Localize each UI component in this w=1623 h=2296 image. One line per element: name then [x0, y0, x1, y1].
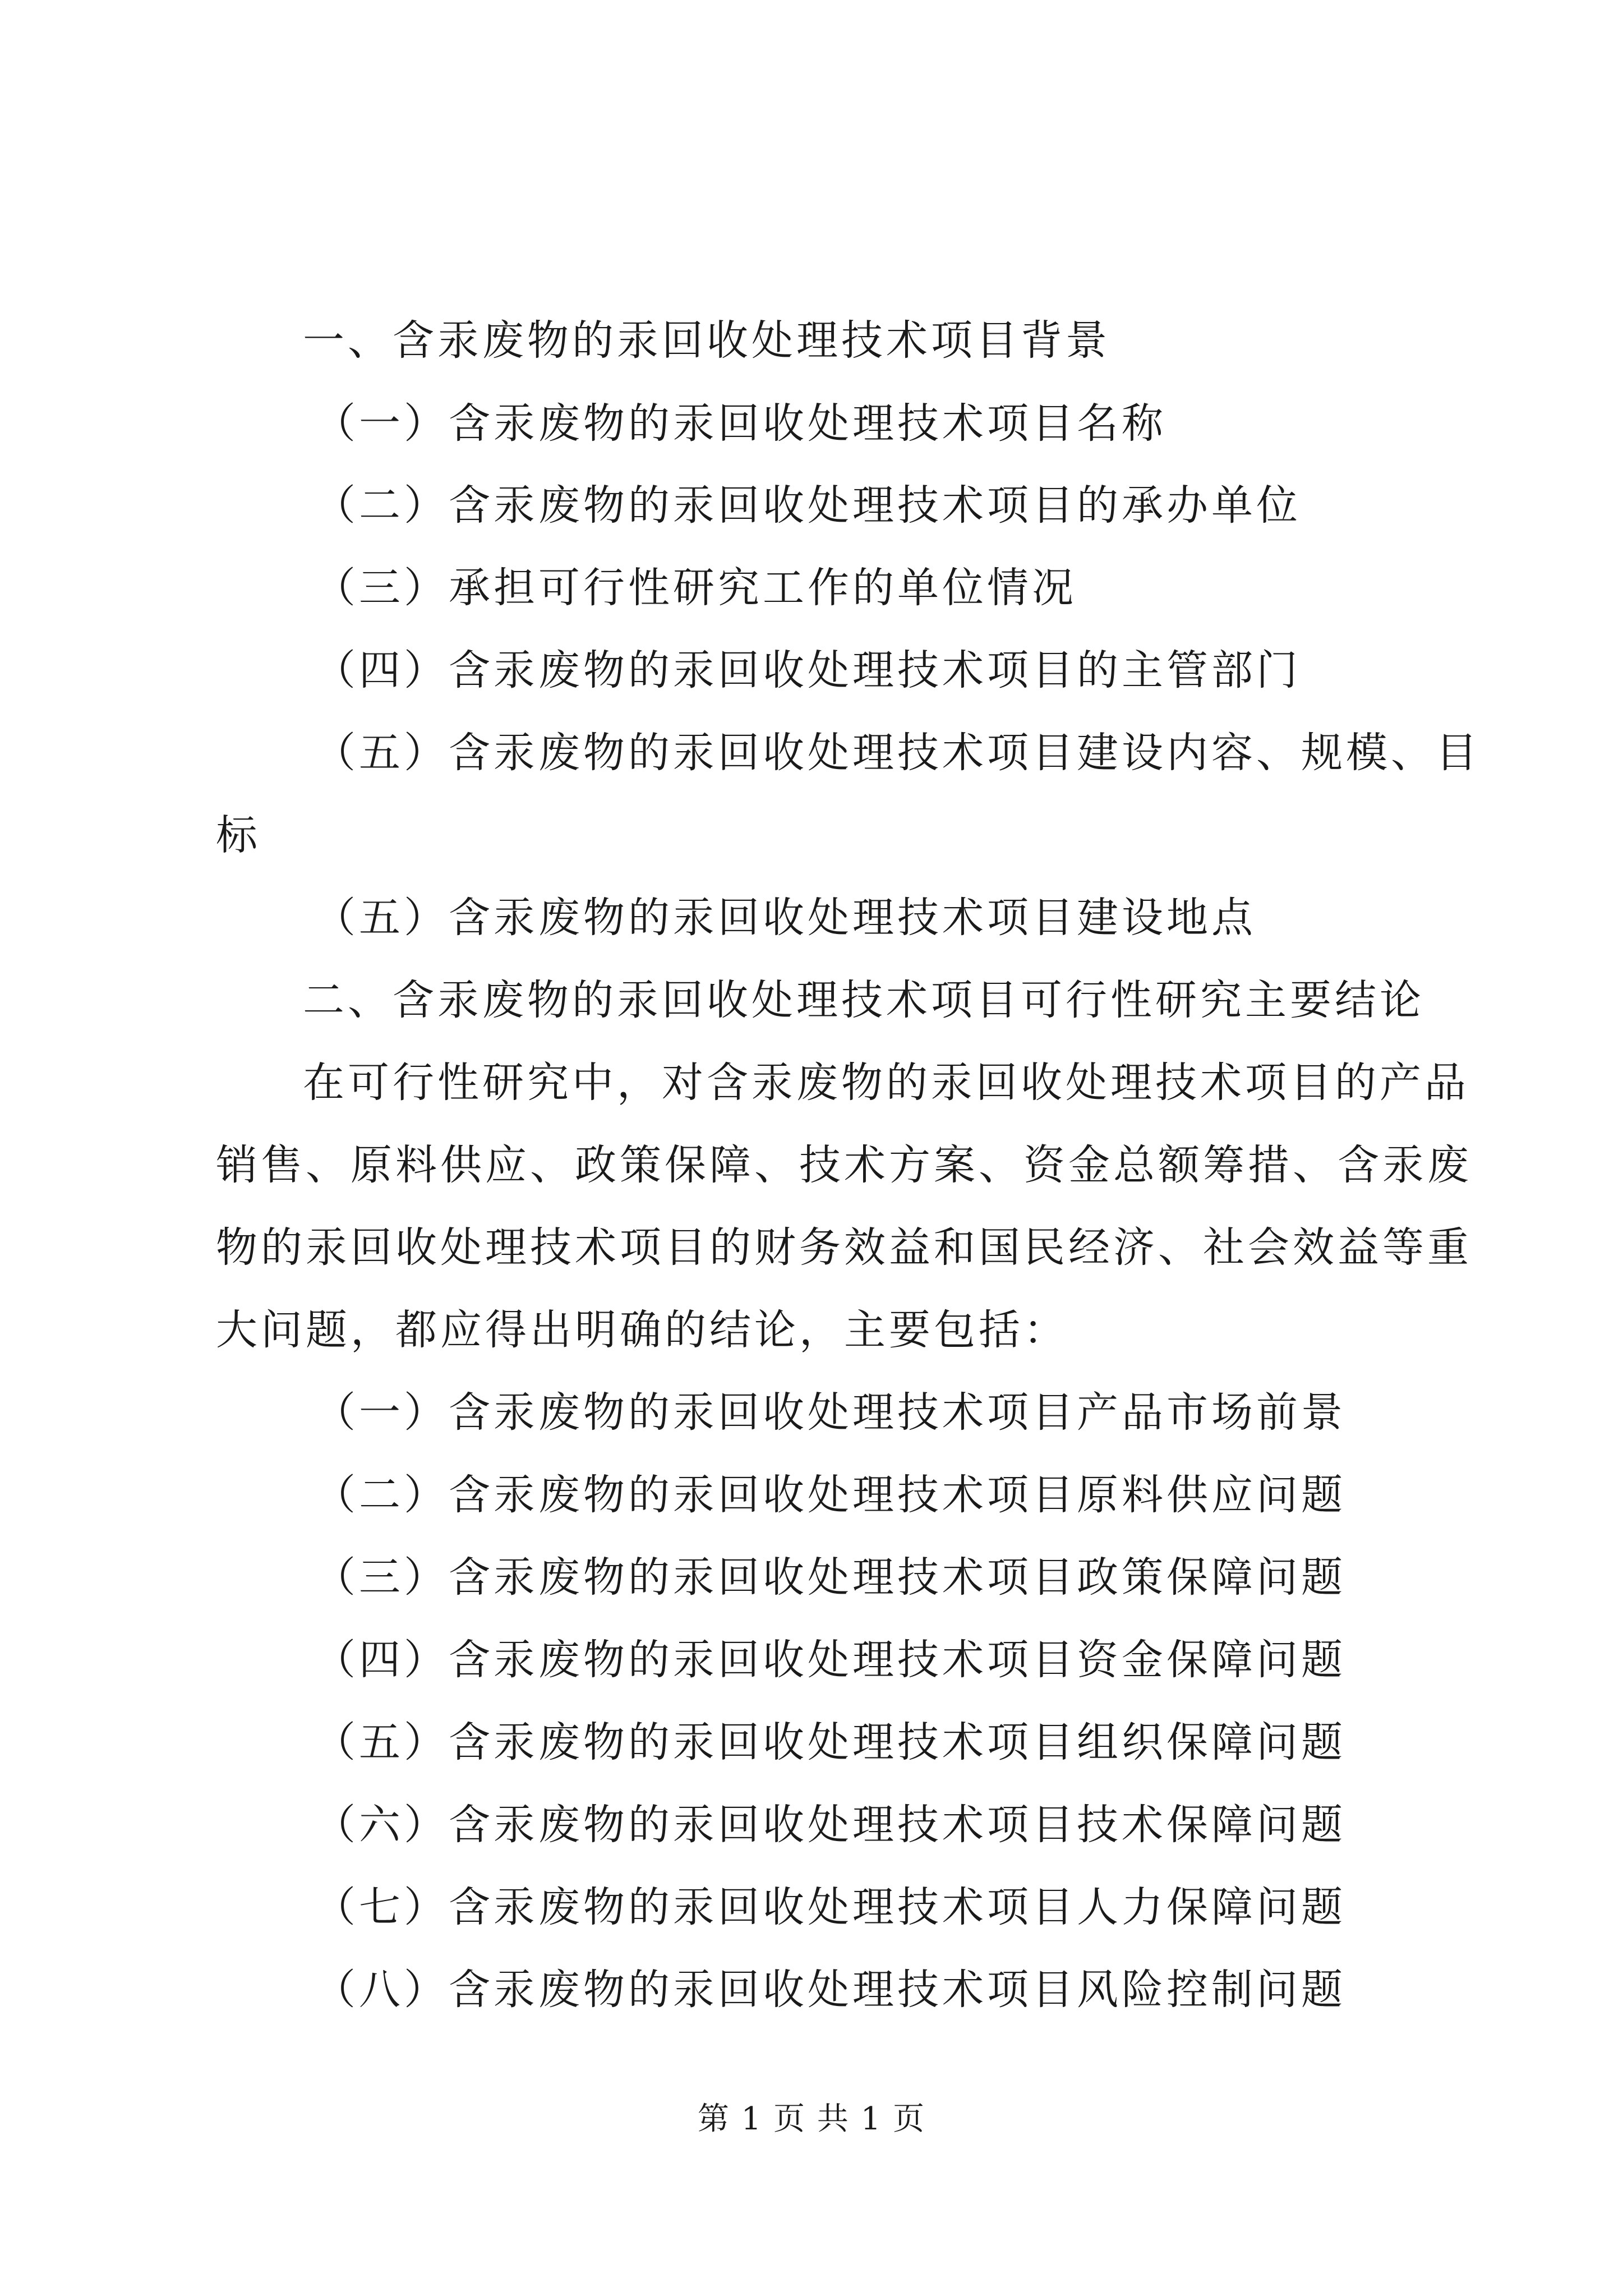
- subsection-heading: （四）含汞废物的汞回收处理技术项目的主管部门: [314, 646, 1301, 694]
- list-item: （八）含汞废物的汞回收处理技术项目风险控制问题: [314, 1966, 1346, 2014]
- list-item: （一）含汞废物的汞回收处理技术项目产品市场前景: [314, 1388, 1346, 1437]
- subsection-heading: （三）承担可行性研究工作的单位情况: [314, 564, 1077, 612]
- subsection-heading-continuation: 标: [216, 811, 261, 859]
- list-item: （二）含汞废物的汞回收处理技术项目原料供应问题: [314, 1471, 1346, 1519]
- subsection-heading: （五）含汞废物的汞回收处理技术项目建设内容、规模、目: [314, 729, 1481, 777]
- section-heading-2: 二、含汞废物的汞回收处理技术项目可行性研究主要结论: [303, 976, 1424, 1024]
- page-footer: 第 1 页 共 1 页: [697, 2101, 926, 2137]
- list-item: （七）含汞废物的汞回收处理技术项目人力保障问题: [314, 1883, 1346, 1931]
- list-item: （四）含汞废物的汞回收处理技术项目资金保障问题: [314, 1636, 1346, 1684]
- body-paragraph-line: 销售、原料供应、政策保障、技术方案、资金总额筹措、含汞废: [216, 1141, 1472, 1189]
- body-paragraph-line: 在可行性研究中，对含汞废物的汞回收处理技术项目的产品: [303, 1059, 1469, 1107]
- body-paragraph-line: 物的汞回收处理技术项目的财务效益和国民经济、社会效益等重: [216, 1223, 1472, 1272]
- list-item: （三）含汞废物的汞回收处理技术项目政策保障问题: [314, 1553, 1346, 1602]
- subsection-heading: （五）含汞废物的汞回收处理技术项目建设地点: [314, 894, 1256, 942]
- body-paragraph-line: 大问题，都应得出明确的结论，主要包括：: [216, 1306, 1068, 1354]
- subsection-heading: （二）含汞废物的汞回收处理技术项目的承办单位: [314, 481, 1301, 530]
- list-item: （六）含汞废物的汞回收处理技术项目技术保障问题: [314, 1801, 1346, 1849]
- section-heading-1: 一、含汞废物的汞回收处理技术项目背景: [303, 316, 1110, 365]
- list-item: （五）含汞废物的汞回收处理技术项目组织保障问题: [314, 1718, 1346, 1766]
- subsection-heading: （一）含汞废物的汞回收处理技术项目名称: [314, 399, 1166, 448]
